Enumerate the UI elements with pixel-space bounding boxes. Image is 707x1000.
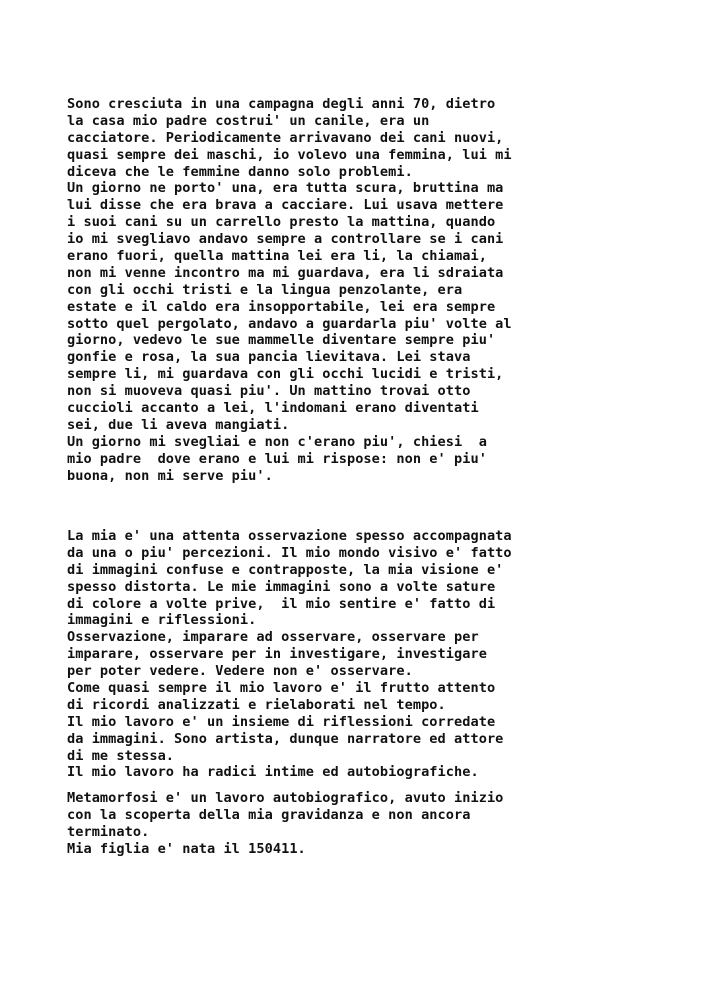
text-line: buona, non mi serve piu'. — [67, 467, 273, 484]
paragraph-metamorfosi — [67, 790, 667, 858]
text-line: di me stessa. — [67, 747, 175, 764]
text-line: non mi venne incontro ma mi guardava, era li sdraiata — [67, 264, 504, 281]
text-line: Metamorfosi e' un lavoro autobiografico, avuto inizio — [67, 790, 504, 806]
text-line: con gli occhi tristi e la lingua penzolante, era — [67, 281, 463, 298]
text-line: diceva che le femmine danno solo problemi. — [67, 163, 413, 180]
text-line: Come quasi sempre il mio lavoro e' il frutto attento — [67, 680, 496, 697]
text-line: con la scoperta della mia gravidanza e non ancora — [67, 806, 471, 823]
text-line: cacciatore. Periodicamente arrivavano dei cani nuovi, — [67, 129, 504, 146]
text-line: quasi sempre dei maschi, io volevo una femmina, lui mi — [67, 146, 512, 163]
text-line: Il mio lavoro e' un insieme di riflessioni corredate — [67, 713, 496, 730]
text-line: gonfie e rosa, la sua pancia lievitava. Lei stava — [67, 349, 471, 366]
text-line: da immagini. Sono artista, dunque narratore ed attore — [67, 730, 504, 747]
text-line: cuccioli accanto a lei, l'indomani erano diventati — [67, 400, 479, 417]
text-line: Un giorno ne porto' una, era tutta scura, bruttina ma — [67, 180, 504, 197]
text-line: spesso distorta. Le mie immagini sono a volte sature — [67, 578, 496, 595]
text-line: sempre li, mi guardava con gli occhi lucidi e tristi, — [67, 366, 504, 383]
text-line: Osservazione, imparare ad osservare, osservare per — [67, 629, 479, 646]
text-line: giorno, vedevo le sue mammelle diventare sempre piu' — [67, 332, 496, 349]
text-line: estate e il caldo era insopportabile, lei era sempre — [67, 298, 496, 315]
text-line: La mia e' una attenta osservazione spesso accompagnata — [67, 528, 512, 544]
text-line: la casa mio padre costrui' un canile, era un — [67, 112, 430, 129]
text-line: da una o piu' percezioni. Il mio mondo visivo e' fatto — [67, 544, 512, 561]
text-line: per poter vedere. Vedere non e' osservare. — [67, 663, 413, 680]
text-line: di immagini confuse e contrapposte, la mia visione e' — [67, 561, 504, 578]
text-line: di ricordi analizzati e rielaborati nel tempo. — [67, 696, 446, 713]
text-line: non si muoveva quasi piu'. Un mattino trovai otto — [67, 383, 471, 400]
text-line: sotto quel pergolato, andavo a guardarla piu' volte al — [67, 315, 512, 332]
text-line: erano fuori, quella mattina lei era li, la chiamai, — [67, 248, 487, 265]
text-line: terminato. — [67, 823, 150, 840]
text-line: i suoi cani su un carrello presto la mattina, quando — [67, 214, 496, 231]
text-line: io mi svegliavo andavo sempre a controllare se i cani — [67, 231, 504, 248]
text-line: lui disse che era brava a cacciare. Lui usava mettere — [67, 197, 504, 214]
text-line: Un giorno mi svegliai e non c'erano piu', chiesi a — [67, 433, 487, 450]
paragraph-childhood-story — [67, 96, 667, 484]
text-line: immagini e riflessioni. — [67, 612, 257, 629]
text-line: sei, due li aveva mangiati. — [67, 416, 290, 433]
text-line: di colore a volte prive, il mio sentire e' fatto di — [67, 595, 496, 612]
paragraph-artist-statement — [67, 528, 667, 781]
text-line: Sono cresciuta in una campagna degli anni 70, dietro — [67, 96, 496, 112]
text-line: imparare, osservare per in investigare, investigare — [67, 646, 487, 663]
text-line: Mia figlia e' nata il 150411. — [67, 840, 306, 857]
text-line: Il mio lavoro ha radici intime ed autobiografiche. — [67, 764, 479, 781]
text-line: mio padre dove erano e lui mi rispose: non e' piu' — [67, 450, 487, 467]
